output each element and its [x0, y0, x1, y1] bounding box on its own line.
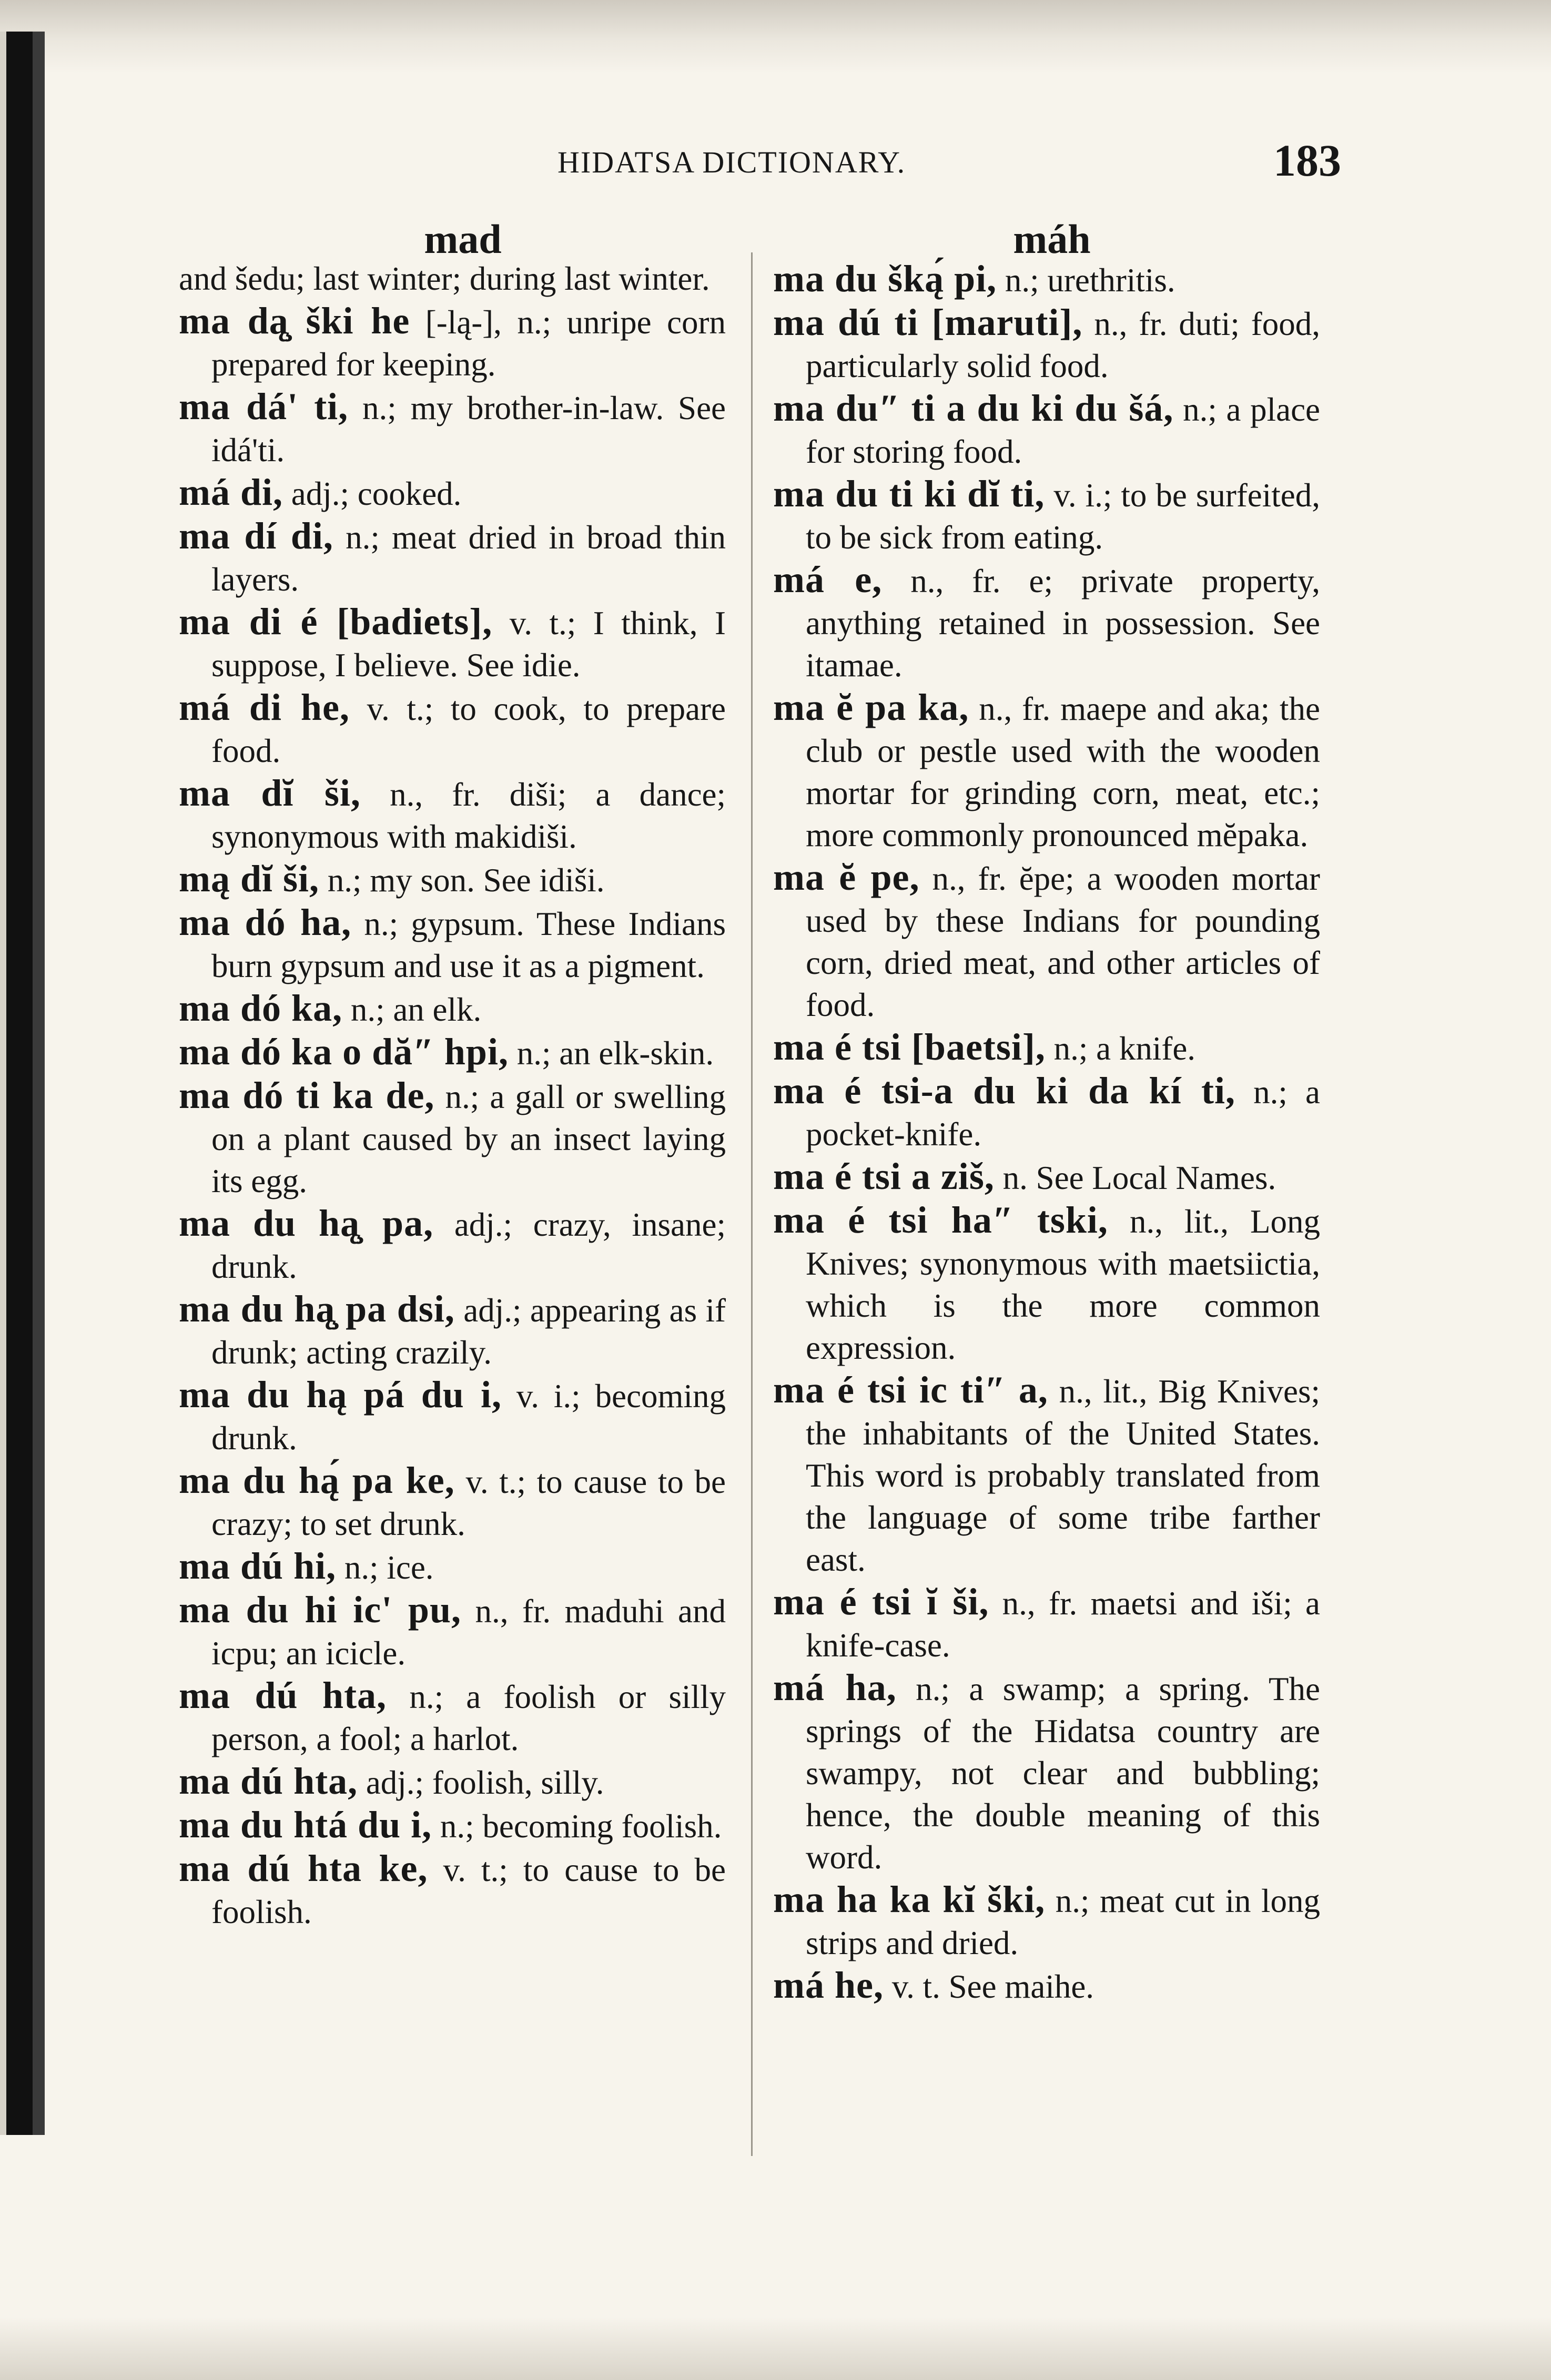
- dictionary-entry: [179, 1760, 726, 1804]
- entry-definition: n.; an elk-skin.: [516, 1035, 714, 1072]
- entry-headword: ma dó ha,: [179, 901, 352, 943]
- entry-headword: ma du šką́ pi,: [773, 258, 997, 300]
- dictionary-entry: [179, 1847, 726, 1933]
- entry-headword: ma é tsi ic ti″ a,: [773, 1369, 1048, 1411]
- entry-headword: ma dú ti [maruti],: [773, 301, 1083, 343]
- entry-headword: ma dó ka,: [179, 987, 343, 1029]
- right-column: [773, 258, 1320, 2008]
- guide-word-right: máh: [1013, 216, 1091, 262]
- entry-headword: ma dó ti ka de,: [179, 1074, 435, 1116]
- scan-top-edge: [0, 0, 1551, 74]
- entry-definition: n., fr. maetsi and iši; a knife-case.: [806, 1585, 1321, 1664]
- entry-headword: ma dú hta ke,: [179, 1847, 428, 1889]
- dictionary-entry: [773, 1026, 1320, 1070]
- dictionary-entry: [773, 258, 1320, 301]
- entry-definition: adj.; crazy, insane; drunk.: [211, 1206, 726, 1285]
- entry-definition: n.; my brother-in-law. See idá'ti.: [211, 390, 726, 469]
- column-divider: [751, 252, 753, 2156]
- entry-headword: ma du hą́ pa ke,: [179, 1459, 455, 1501]
- entry-definition: v. i.; to be surfeited, to be sick from eating.: [806, 477, 1320, 556]
- entry-headword: ma dą̧ ški he: [179, 300, 410, 342]
- entry-definition: v. t.; to cause to be foolish.: [211, 1852, 726, 1930]
- running-head: HIDATSA DICTIONARY.: [557, 145, 906, 179]
- entry-definition: [-lą-], n.; unripe corn prepared for keeping.: [211, 304, 726, 383]
- entry-definition: n.; an elk.: [350, 991, 482, 1028]
- dictionary-entry: [179, 471, 726, 515]
- dictionary-entry: [773, 301, 1320, 387]
- entry-definition: n.; urethritis.: [1005, 262, 1175, 299]
- entry-definition: adj.; foolish, silly.: [366, 1764, 604, 1801]
- entry-headword: ma di é [badiets],: [179, 601, 493, 643]
- entry-headword: ma du hą̧ pa dsi,: [179, 1288, 455, 1330]
- entry-headword: má di,: [179, 471, 283, 513]
- entry-definition: v. t.; to cause to be crazy; to set drunk.: [211, 1463, 726, 1542]
- entry-headword: má ha,: [773, 1666, 897, 1708]
- dictionary-entry: [179, 686, 726, 772]
- entry-definition: n., fr. maepe and aka; the club or pestle used with the wooden mortar for grinding corn, meat, etc.; more commonly pronounced mĕpaka.: [806, 690, 1320, 853]
- dictionary-entry: [773, 1666, 1320, 1878]
- dictionary-entry: [179, 601, 726, 686]
- entry-headword: ma ĕ pe,: [773, 856, 920, 898]
- entry-definition: n.; meat dried in broad thin layers.: [211, 519, 726, 598]
- entry-headword: ma du hi ic' pu,: [179, 1589, 461, 1631]
- dictionary-entry: [179, 385, 726, 471]
- entry-definition: and šedu; last winter; during last winter.: [179, 260, 710, 297]
- page-header: [137, 134, 1341, 192]
- entry-headword: má e,: [773, 558, 883, 601]
- dictionary-entry: [773, 1199, 1320, 1369]
- book-spine-shadow: [0, 32, 45, 2135]
- dictionary-entry: [179, 300, 726, 385]
- entry-headword: má di he,: [179, 686, 350, 728]
- entry-headword: ma é tsi-a du ki da kí ti,: [773, 1070, 1235, 1112]
- entry-headword: ma dú hta,: [179, 1674, 387, 1716]
- entry-headword: ma ha ka kĭ ški,: [773, 1878, 1046, 1920]
- entry-definition: v. t. See maihe.: [891, 1968, 1094, 2005]
- dictionary-entry: [773, 1581, 1320, 1666]
- entry-headword: ma é tsi ĭ ši,: [773, 1581, 989, 1623]
- dictionary-entry: [773, 1964, 1320, 2008]
- dictionary-entry: [179, 901, 726, 987]
- dictionary-entry: [179, 1589, 726, 1674]
- entry-headword: ma dó ka o dă″ hpi,: [179, 1031, 509, 1073]
- entry-definition: n., lit., Long Knives; synonymous with maetsiictia, which is the more common expression.: [806, 1203, 1320, 1366]
- entry-definition: v. t.; I think, I suppose, I believe. See idie.: [211, 605, 726, 684]
- entry-definition: n.; a gall or swelling on a plant caused by an insect laying its egg.: [211, 1079, 726, 1199]
- entry-definition: n., fr. ĕpe; a wooden mortar used by these Indians for pounding corn, dried meat, and other articles of food.: [806, 860, 1321, 1023]
- dictionary-entry: [179, 1674, 726, 1760]
- entry-headword: ma du htá du i,: [179, 1804, 432, 1846]
- entry-definition: v. i.; becoming drunk.: [211, 1378, 726, 1457]
- entry-definition: n.; my son. See idiši.: [327, 862, 605, 899]
- entry-definition: n.; a swamp; a spring. The springs of the Hidatsa country are swampy, not clear and bubbling; hence, the double meaning of this word.: [806, 1671, 1321, 1876]
- entry-headword: ma é tsi [baetsi],: [773, 1026, 1046, 1068]
- entry-headword: ma dĭ ši,: [179, 772, 361, 814]
- dictionary-entry: [179, 1545, 726, 1589]
- dictionary-entry: [179, 858, 726, 901]
- dictionary-entry: [179, 1374, 726, 1459]
- entry-definition: n.; a pocket-knife.: [806, 1074, 1320, 1153]
- entry-headword: ma dá' ti,: [179, 385, 349, 428]
- dictionary-entry: [179, 1031, 726, 1074]
- dictionary-entry: [773, 1878, 1320, 1964]
- entry-definition: n., fr. e; private property, anything retained in possession. See itamae.: [806, 563, 1321, 684]
- entry-definition: adj.; cooked.: [291, 475, 462, 512]
- entry-definition: n.; a knife.: [1053, 1030, 1196, 1067]
- entry-definition: n.; ice.: [344, 1549, 434, 1586]
- entry-definition: n., fr. diši; a dance; synonymous with makidiši.: [211, 776, 726, 855]
- dictionary-entry: [179, 258, 726, 300]
- entry-headword: ma du″ ti a du ki du šá,: [773, 387, 1174, 429]
- dictionary-entry: [773, 1155, 1320, 1199]
- entry-definition: v. t.; to cook, to prepare food.: [211, 690, 726, 769]
- dictionary-entry: [179, 987, 726, 1031]
- entry-headword: mą dĭ ši,: [179, 858, 320, 900]
- scan-bottom-edge: [0, 2317, 1551, 2380]
- dictionary-entry: [773, 558, 1320, 686]
- dictionary-entry: [179, 1459, 726, 1545]
- entry-definition: n., lit., Big Knives; the inhabitants of the United States. This word is probably translated from the language of some tribe farther east.: [806, 1373, 1321, 1578]
- entry-headword: ma ĕ pa ka,: [773, 686, 969, 728]
- dictionary-entry: [179, 772, 726, 858]
- entry-headword: ma dí di,: [179, 515, 333, 557]
- entry-headword: ma é tsi ha″ tski,: [773, 1199, 1108, 1241]
- entry-definition: n.; gypsum. These Indians burn gypsum and use it as a pigment.: [211, 906, 726, 984]
- entry-headword: ma du ti ki dĭ ti,: [773, 473, 1045, 515]
- entry-definition: n., fr. duti; food, particularly solid food.: [806, 306, 1321, 384]
- dictionary-entry: [773, 1070, 1320, 1155]
- left-column: [179, 258, 726, 1933]
- dictionary-entry: [179, 1288, 726, 1374]
- guide-word-left: mad: [424, 216, 502, 262]
- entry-definition: n. See Local Names.: [1002, 1160, 1276, 1196]
- dictionary-entry: [773, 686, 1320, 856]
- dictionary-entry: [773, 1369, 1320, 1581]
- entry-definition: adj.; appearing as if drunk; acting crazily.: [211, 1292, 726, 1371]
- dictionary-entry: [179, 1074, 726, 1202]
- entry-definition: n.; a foolish or silly person, a fool; a harlot.: [211, 1679, 726, 1757]
- entry-headword: ma é tsi a ziš,: [773, 1155, 995, 1197]
- entry-headword: ma du hą pá du i,: [179, 1374, 502, 1416]
- dictionary-entry: [773, 856, 1320, 1026]
- dictionary-entry: [179, 1804, 726, 1847]
- entry-headword: má he,: [773, 1964, 884, 2006]
- dictionary-entry: [179, 515, 726, 601]
- dictionary-entry: [179, 1202, 726, 1288]
- entry-definition: n.; meat cut in long strips and dried.: [806, 1883, 1320, 1961]
- entry-definition: n., fr. maduhi and icpu; an icicle.: [211, 1593, 726, 1672]
- dictionary-entry: [773, 387, 1320, 473]
- dictionary-entry: [773, 473, 1320, 558]
- entry-definition: n.; a place for storing food.: [806, 391, 1321, 470]
- entry-headword: ma dú hta,: [179, 1760, 358, 1802]
- entry-headword: ma du hą̧ pa,: [179, 1202, 434, 1244]
- page-number: 183: [1273, 135, 1341, 186]
- entry-headword: ma dú hi,: [179, 1545, 337, 1587]
- entry-definition: n.; becoming foolish.: [440, 1808, 722, 1845]
